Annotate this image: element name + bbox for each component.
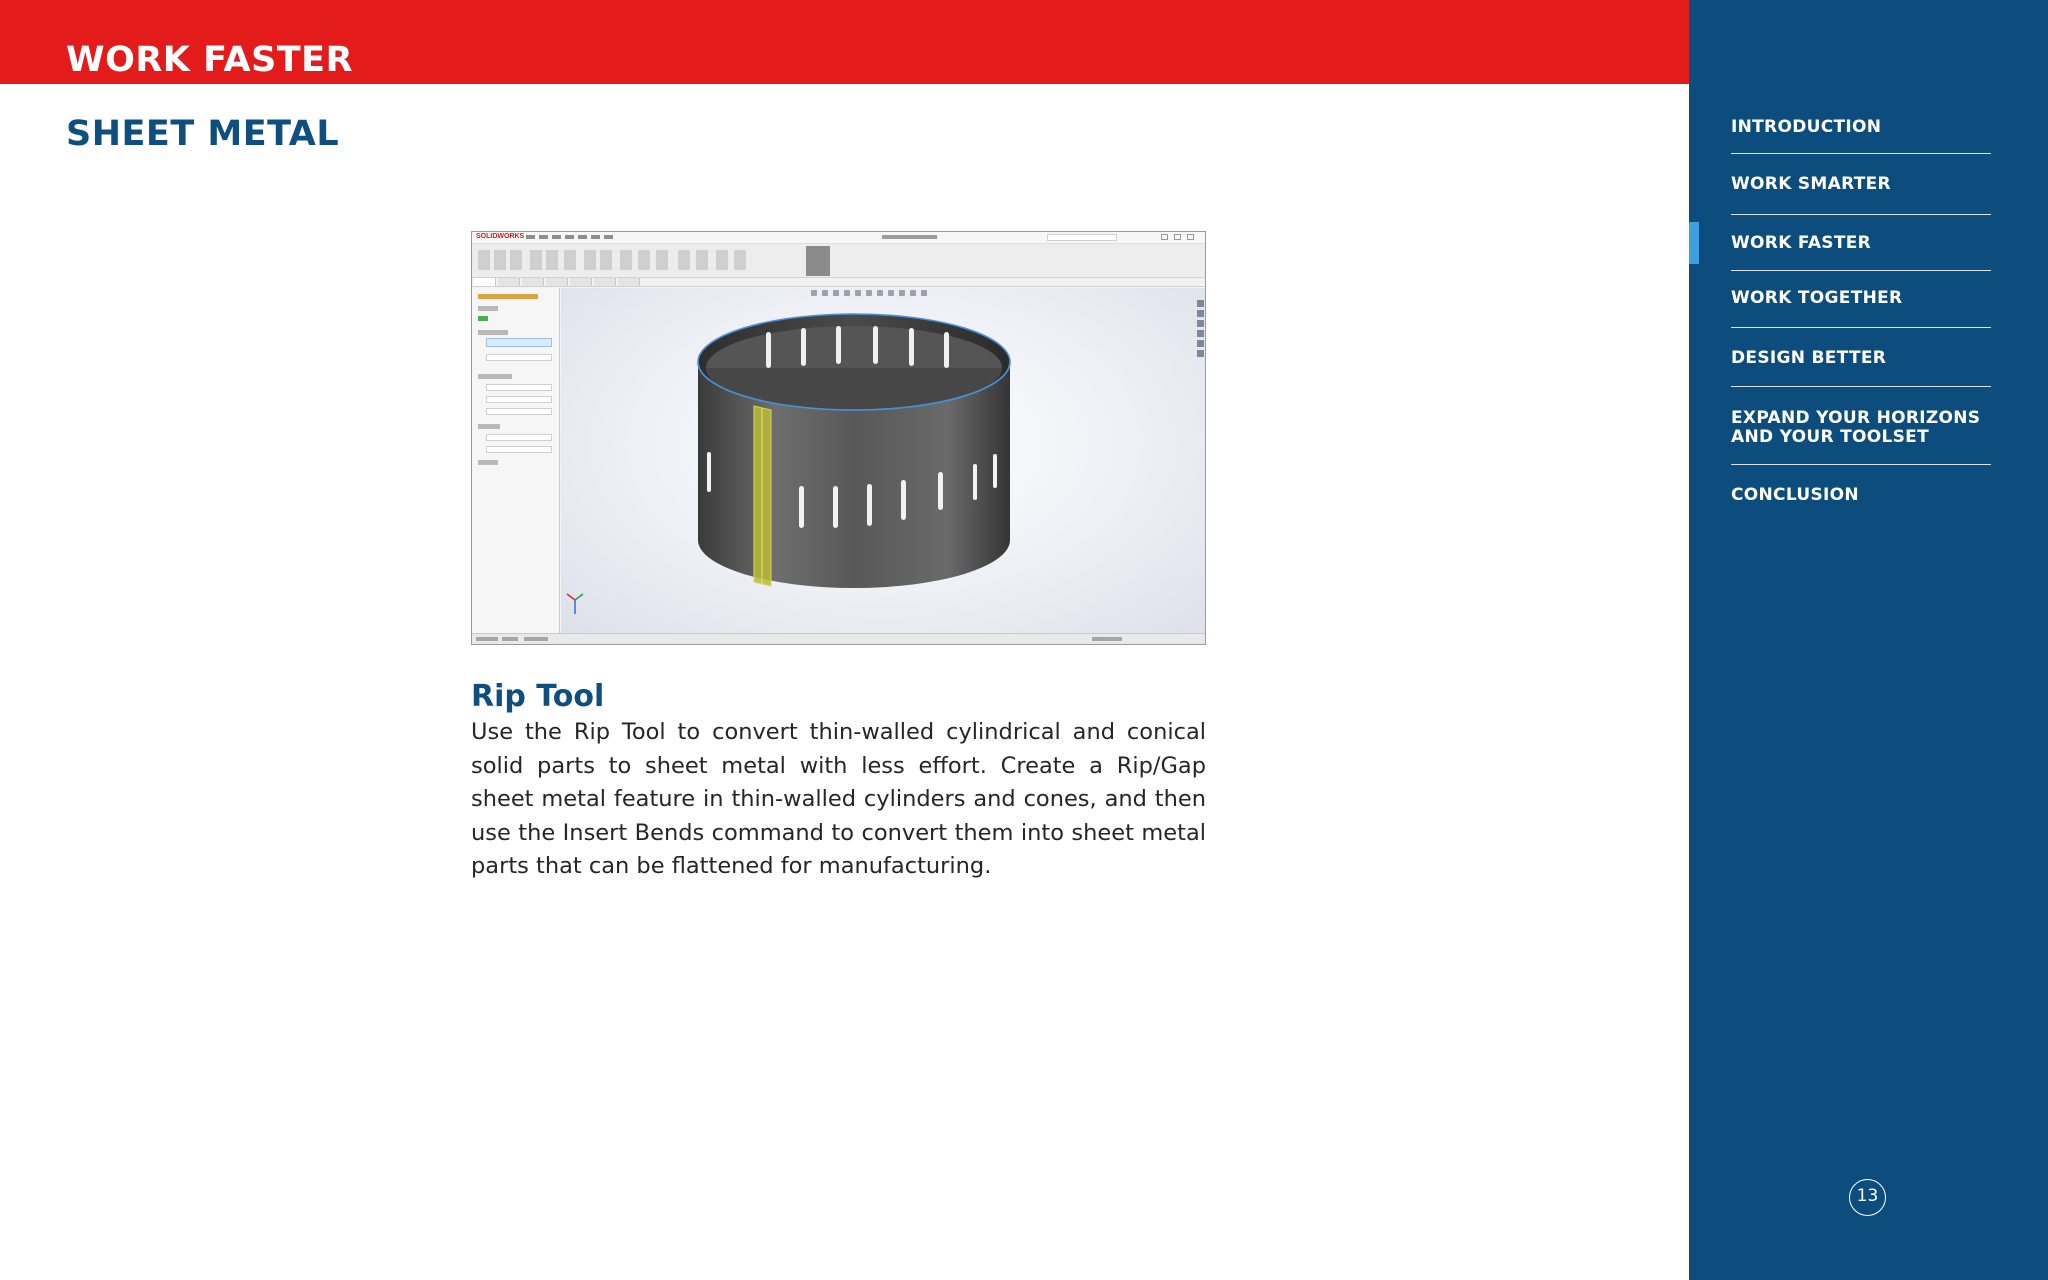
nav-item-design-better[interactable]: DESIGN BETTER <box>1731 348 1887 368</box>
cylinder-model-screenshot <box>471 231 1206 645</box>
nav-divider <box>1731 464 1991 465</box>
slotted-cylinder-model <box>561 288 1206 635</box>
solidworks-logo: SOLIDWORKS <box>476 233 525 240</box>
page-number-badge: 13 <box>1849 1179 1886 1216</box>
nav-item-expand-your-horizons[interactable]: EXPAND YOUR HORIZONS AND YOUR TOOLSET <box>1731 408 1981 447</box>
nav-item-work-faster[interactable]: WORK FASTER <box>1731 233 1872 253</box>
nav-divider <box>1731 214 1991 215</box>
cad-titlebar <box>472 232 1205 244</box>
page-header-title: WORK FASTER <box>66 40 354 80</box>
rip-tool-description: Use the Rip Tool to convert thin-walled cylindrical and conical solid parts to sheet metal with less effort. Create a Rip/Gap sheet metal feature in thin-walled cylinders and cones, and then use the Insert Bends command to convert them into sheet metal parts that can be flattened for manufacturing. <box>471 719 1206 879</box>
nav-item-introduction[interactable]: INTRODUCTION <box>1731 117 1882 137</box>
nav-divider <box>1731 386 1991 387</box>
nav-divider <box>1731 270 1991 271</box>
active-nav-marker <box>1689 222 1699 264</box>
cad-viewport <box>561 288 1206 635</box>
cad-ribbon <box>472 244 1205 278</box>
rip-tool-heading: Rip Tool <box>471 679 605 714</box>
section-title: SHEET METAL <box>66 114 340 154</box>
cad-document-title <box>882 235 937 239</box>
cad-window-buttons <box>1161 234 1201 241</box>
axis-triad <box>567 594 583 614</box>
nav-divider <box>1731 153 1991 154</box>
cad-command-tabs <box>472 278 1205 287</box>
cad-menu-bar <box>526 235 636 240</box>
nav-divider <box>1731 327 1991 328</box>
nav-item-work-smarter[interactable]: WORK SMARTER <box>1731 174 1891 194</box>
cad-status-bar <box>472 633 1205 644</box>
cad-search-box <box>1047 234 1117 241</box>
nav-item-conclusion[interactable]: CONCLUSION <box>1731 485 1859 505</box>
nav-item-work-together[interactable]: WORK TOGETHER <box>1731 288 1903 308</box>
cad-property-manager <box>472 288 560 635</box>
